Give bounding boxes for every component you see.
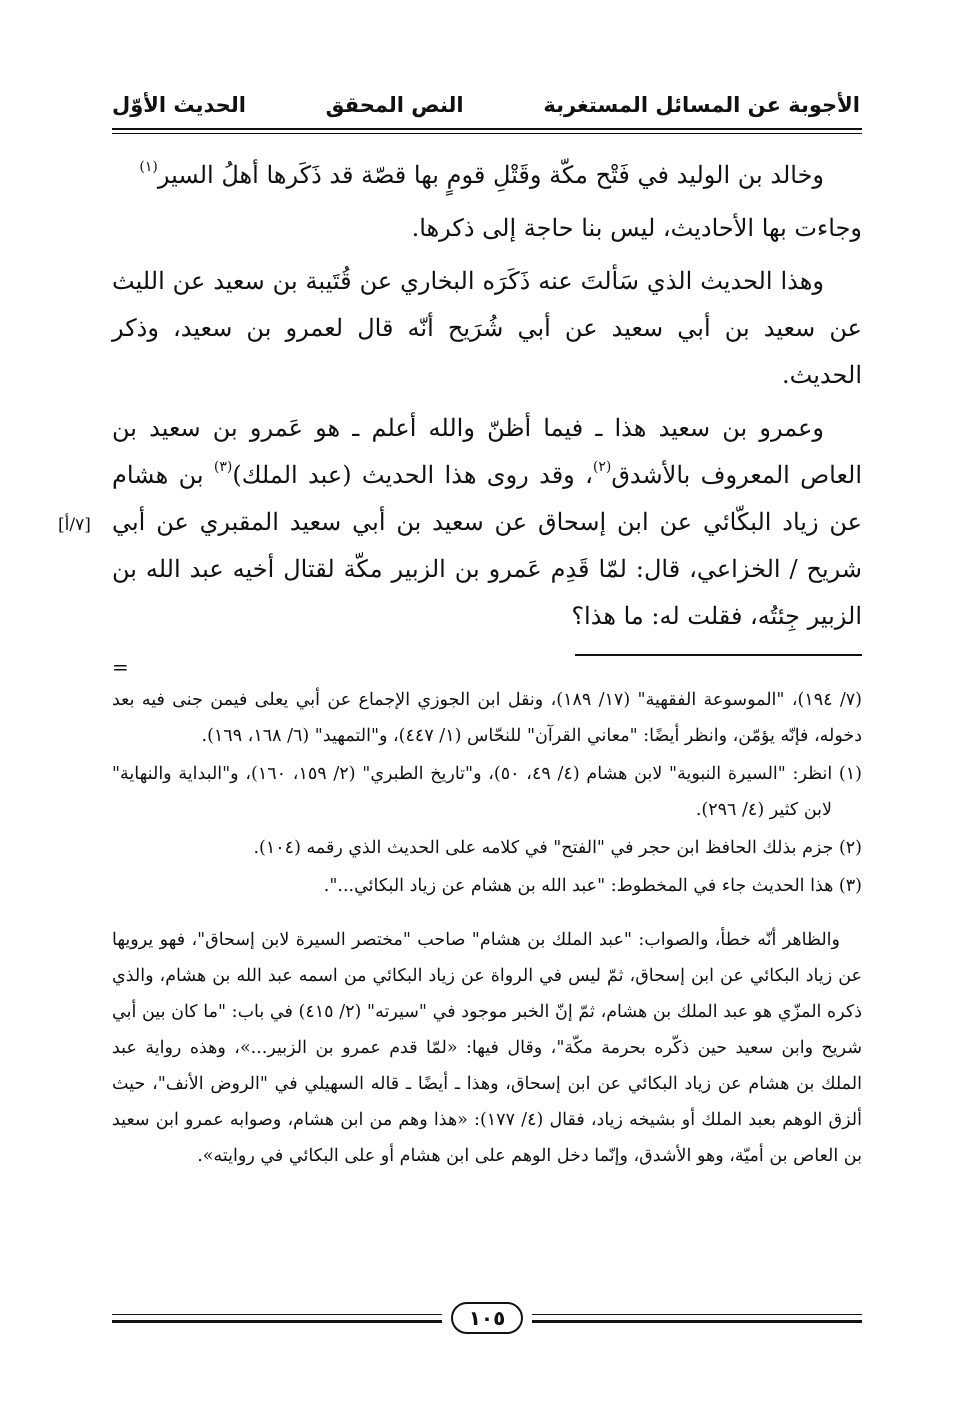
footnote-continuation-mark: = [112,655,129,679]
header-rule-thin [112,133,862,134]
paragraph-1-continuation: وجاءت بها الأحاديث، ليس بنا حاجة إلى ذكرها. [411,214,862,242]
paragraph-3-text-c: بن هشام عن زياد البكّائي عن ابن إسحاق عن سعيد بن أبي سعيد المقبري عن أبي شريح / الخزاعي، قال: لمّا قَدِم عَمرو بن الزبير مكّة لقتال أخيه عبد الله بن الزبير جِئتُه، فقلت له: ما هذا؟ [112,461,863,630]
manuscript-folio-marker: [٧/أ] [58,515,91,535]
paragraph-3-text-b: ، وقد روى هذا الحديث (عبد الملك) [232,461,593,489]
header-section: النص المحقق [325,93,464,117]
footnote-ref-1[interactable]: (١) [139,159,158,175]
footnote-3-paragraph: والظاهر أنّه خطأ، والصواب: "عبد الملك بن هشام" صاحب "مختصر السيرة لابن إسحاق"، فهو يرويها عن زياد البكائي عن ابن إسحاق، ثمّ ليس في الرواة عن زياد البكائي من اسمه عبد الله بن هشام، والذي ذكره المزّي هو عبد الملك بن هشام، ثمّ إنّ الخبر موجود في "سيرته" (٢/ ٤١٥) في باب: "ما كان بين أبي شريح وابن سعيد حين ذكّره بحرمة مكّة"، وقال فيها: «لمّا قدم عمرو بن الزبير...»، وهذه رواية عبد الملك بن هشام عن زياد البكائي عن ابن إسحاق، وهذا ـ أيضًا ـ قاله السهيلي في "الروض الأنف"، حيث ألزق الوهم بعبد الملك أو بشيخه زياد، فقال (٤/ ١٧٧): «هذا وهم من ابن هشام، وصوابه عمرو ابن سعيد بن العاص بن أميّة، وهو الأشدق، وإنّما دخل الوهم على ابن هشام أو على البكائي في روايته». [112,930,863,1166]
footnote-3: (٣) هذا الحديث جاء في المخطوط: "عبد الله بن هشام عن زياد البكائي...". [323,876,862,896]
paragraph-1 [112,152,862,199]
page-number-frame [442,1301,532,1335]
footnote-2: (٢) جزم بذلك الحافظ ابن حجر في "الفتح" في كلامه على الحديث الذي رقمه (١٠٤). [253,838,862,858]
running-header [112,88,860,122]
main-text [112,152,862,646]
paragraph-2: وهذا الحديث الذي سَألتَ عنه ذَكَرَه البخاري عن قُتَيبة بن سعيد عن الليث عن سعيد بن أبي سعيد عن أبي شُرَيح أنّه قال لعمرو بن سعيد، وذكر الحديث. [112,267,862,389]
paragraph-3 [112,405,862,640]
page-number: ١٠٥ [451,1302,524,1334]
footnote-continued: (٧/ ١٩٤)، "الموسوعة الفقهية" (١٧/ ١٨٩)، ونقل ابن الجوزي الإجماع عن أبي يعلى فيمن جنى فيه بعد دخوله، فإنّه يؤمّن، وانظر أيضًا: "معاني القرآن" للنحّاس (١/ ٤٤٧)، و"التمهيد" (٦/ ١٦٨، ١٦٩). [112,690,862,746]
footnote-ref-2[interactable]: (٢) [592,459,612,475]
paragraph-3-text-a: وعمرو بن سعيد هذا ـ فيما أظنّ والله أعلم ـ هو عَمرو بن سعيد بن العاص المعروف بالأشدق [112,414,863,489]
footnotes [112,682,862,1176]
header-rule [112,128,862,130]
header-book-title: الأجوبة عن المسائل المستغربة [543,93,860,117]
footnote-separator [575,654,862,656]
footnote-ref-3[interactable]: (٣) [213,459,233,475]
paragraph-1-text: وخالد بن الوليد في فَتْح مكّة وقَتْلِ قومٍ بها قصّة قد ذَكَرها أهلُ السير [157,161,824,189]
footnote-1: (١) انظر: "السيرة النبوية" لابن هشام (٤/ ٤٩، ٥٠)، و"تاريخ الطبري" (٢/ ١٥٩، ١٦٠)، و"البداية والنهاية" لابن كثير (٤/ ٢٩٦). [112,764,862,820]
header-chapter: الحديث الأوّل [112,93,246,117]
